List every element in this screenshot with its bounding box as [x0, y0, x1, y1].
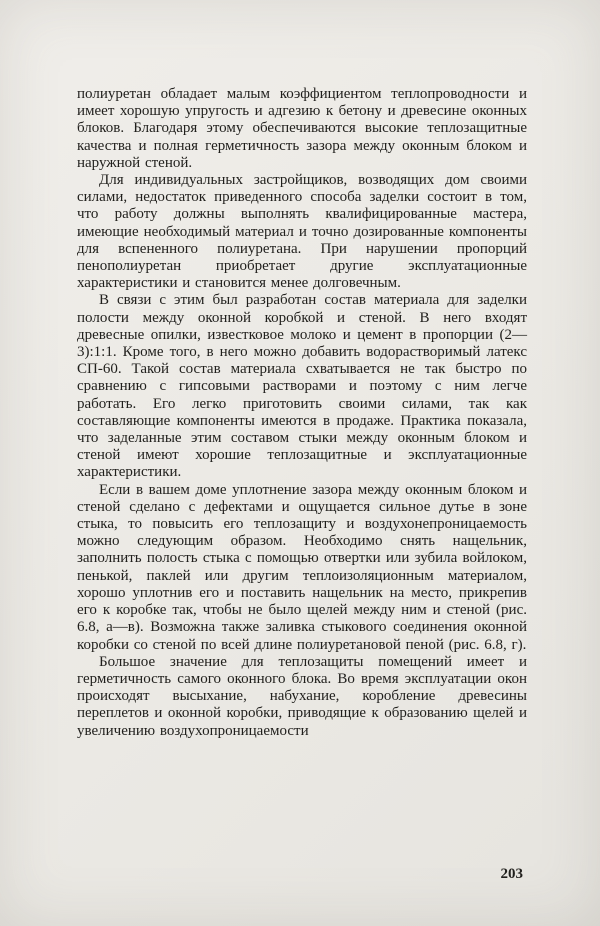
- paragraph-builders: Для индивидуальных застройщиков, возводящих дом своими силами, недостаток приведенного способа заделки состоит в том, что работу должны выполнять квалифицированные мастера, имеющие необходимый материал и точно дозированные компоненты для вспененного полиуретана. При нарушении пропорций пенополиуретан приобретает другие эксплуатационные характеристики и становится менее долговечным.: [77, 172, 527, 292]
- paragraph-window-block: Большое значение для теплозащиты помещений имеет и герметичность самого оконного блока. Во время эксплуатации окон происходят высыхание, набухание, коробление древесины переплетов и оконной коробки, приводящие к образованию щелей и увеличению воздухопроницаемости: [77, 653, 527, 739]
- paragraph-material-composition: В связи с этим был разработан состав материала для заделки полости между оконной коробкой и стеной. В него входят древесные опилки, известковое молоко и цемент в пропорции (2—3):1:1. Кроме того, в него можно добавить водорастворимый латекс СП-60. Такой состав материала схватывается не так быстро по сравнению с гипсовыми растворами и поэтому с ним легче работать. Его легко приготовить своими силами, так как составляющие компоненты имеются в продаже. Практика показала, что заделанные этим составом стыки между оконным блоком и стеной имеют хорошие теплозащитные и эксплуатационные характеристики.: [77, 292, 527, 481]
- paragraph-continuation: полиуретан обладает малым коэффициентом теплопроводности и имеет хорошую упругость и адгезию к бетону и древесине оконных блоков. Благодаря этому обеспечиваются высокие теплозащитные качества и полная герметичность зазора между оконным блоком и наружной стеной.: [77, 86, 527, 171]
- text-block: [77, 86, 527, 740]
- paragraph-sealing-defects: Если в вашем доме уплотнение зазора между оконным блоком и стеной сделано с дефектами и ощущается сильное дутье в зоне стыка, то повысить его теплозащиту и воздухонепроницаемость можно следующим образом. Необходимо снять нащельник, заполнить полость стыка с помощью отвертки или зубила войлоком, пенькой, паклей или другим теплоизоляционным материалом, хорошо уплотнив его и поставить нащельник на место, прикрепив его к коробке так, чтобы не было щелей между ним и стеной (рис. 6.8, а—в). Возможна также заливка стыкового соединения оконной коробки со стеной по всей длине полиуретановой пеной (рис. 6.8, г).: [77, 481, 527, 653]
- page-number: 203: [500, 866, 523, 882]
